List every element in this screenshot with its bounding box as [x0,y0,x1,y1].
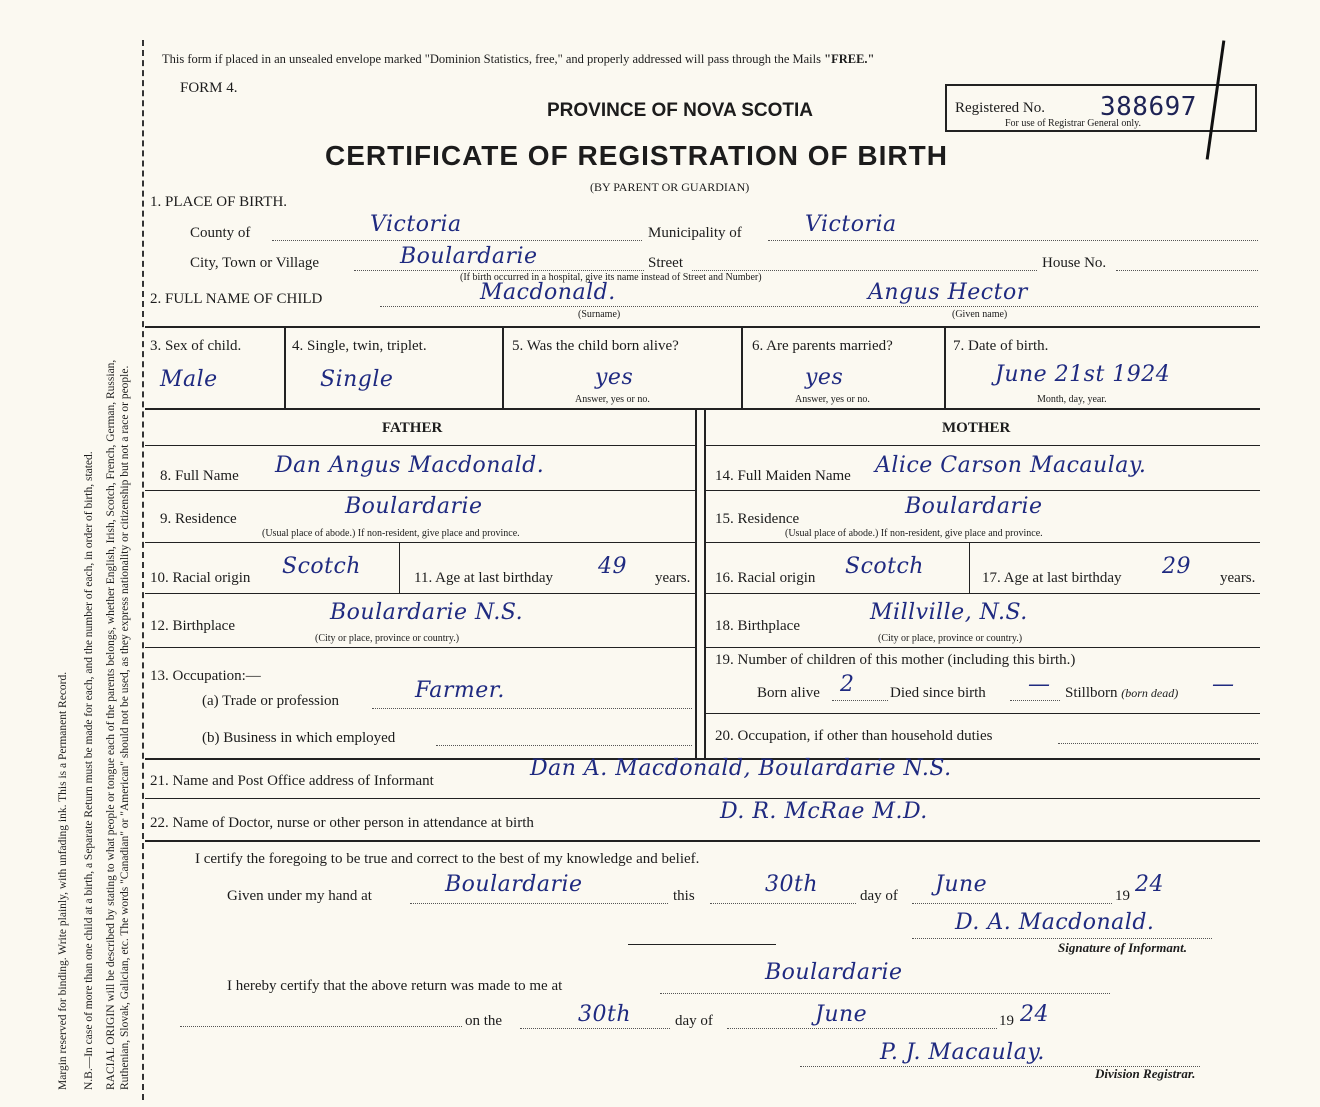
stillborn-value: — [1212,672,1235,697]
child-given-name: Angus Hector [868,280,1028,305]
year-prefix: 19 [1115,888,1130,904]
certify-statement: I certify the foregoing to be true and correct to the best of my knowledge and belief. [195,851,700,867]
sex-value: Male [160,367,218,392]
alive-note: Answer, yes or no. [575,394,650,405]
return-label: I hereby certify that the above return was made to me at [227,978,563,994]
trade-value: Farmer. [415,678,505,703]
stillborn-label: Stillborn (born dead) [1065,685,1179,701]
mother-res-note: (Usual place of abode.) If non-resident, give place and province. [785,528,1043,539]
mother-bp-label: 18. Birthplace [715,618,800,634]
on-the-label: on the [465,1013,503,1029]
father-age: 49 [598,554,627,579]
city-label: City, Town or Village [190,255,320,271]
mail-note: This form if placed in an unsealed envelope marked "Dominion Statistics, free," and properly addressed will pass through the Mails "FREE." [162,52,875,66]
father-birthplace: Boulardarie N.S. [330,600,524,625]
day-of-label: day of [860,888,898,904]
informant-value: Dan A. Macdonald, Boulardarie N.S. [530,756,952,781]
margin-note-4: Ruthenian, Slovak, Galician, etc. The words "Canadian" or "American" should not be used, as they express nationality or citizenship but not a race or people. [119,365,131,1090]
father-name-label: 8. Full Name [160,468,239,484]
year-value: 24 [1135,872,1164,897]
mother-occ-label: 20. Occupation, if other than household duties [715,728,993,744]
father-residence: Boulardarie [345,494,483,519]
mother-bp-note: (City or place, province or country.) [878,633,1023,644]
mother-name: Alice Carson Macaulay. [875,453,1147,478]
children-label: 19. Number of children of this mother (including this birth.) [715,652,1076,668]
married-value: yes [805,365,844,390]
month-value: June [935,872,988,897]
registrar-label: Division Registrar. [1095,1066,1196,1081]
dob-label: 7. Date of birth. [953,338,1049,354]
hospital-note: (If birth occurred in a hospital, give its name instead of Street and Number) [460,272,762,283]
given-label: Given under my hand at [227,888,372,904]
binding-edge [142,40,146,1100]
margin-note-2: N.B.—In case of more than one child at a birth, a Separate Return must be made for each, and the number of each, in order of birth, stated. [83,451,95,1090]
father-res-note: (Usual place of abode.) If non-resident, give place and province. [262,528,520,539]
mother-res-label: 15. Residence [715,511,800,527]
alive-label: 5. Was the child born alive? [512,338,679,354]
trade-label: (a) Trade or profession [202,693,340,709]
father-bp-note: (City or place, province or country.) [315,633,460,644]
surname-note: (Surname) [578,309,621,320]
margin-note-1: Margin reserved for binding. Write plainly, with unfading ink. This is a Permanent Record. [57,671,69,1090]
return-year: 24 [1020,1002,1049,1027]
father-heading: FATHER [382,420,443,436]
doctor-value: D. R. McRae M.D. [720,799,928,824]
married-label: 6. Are parents married? [752,338,893,354]
day-value: 30th [765,872,819,897]
mother-race: Scotch [845,554,924,579]
father-race: Scotch [282,554,361,579]
father-race-label: 10. Racial origin [150,570,251,586]
return-place: Boulardarie [765,960,903,985]
born-alive-label: Born alive [757,685,820,701]
child-surname: Macdonald. [480,280,616,305]
plural-label: 4. Single, twin, triplet. [292,338,427,354]
father-age-unit: years. [655,570,691,586]
business-label: (b) Business in which employed [202,730,396,746]
return-year-prefix: 19 [999,1013,1014,1029]
form-number: FORM 4. [180,80,238,96]
municipality-value: Victoria [805,212,897,237]
mother-residence: Boulardarie [905,494,1043,519]
signature-label: Signature of Informant. [1058,940,1187,955]
this-label: this [673,888,695,904]
child-name-label: 2. FULL NAME OF CHILD [150,291,323,307]
certificate-title: CERTIFICATE OF REGISTRATION OF BIRTH [325,140,948,171]
mother-age-label: 17. Age at last birthday [982,570,1122,586]
dob-note: Month, day, year. [1037,394,1107,405]
margin-note-3: RACIAL ORIGIN will be described by stating to what people or tongue each of the parents belongs, whether English, Irish, Scotch, French, German, Russian, [105,359,117,1090]
informant-signature: D. A. Macdonald. [955,910,1155,935]
died-label: Died since birth [890,685,986,701]
mother-name-label: 14. Full Maiden Name [715,468,851,484]
registered-label: Registered No. [955,100,1045,116]
certificate-subtitle: (BY PARENT OR GUARDIAN) [590,180,750,194]
province-title: PROVINCE OF NOVA SCOTIA [547,100,814,121]
city-value: Boulardarie [400,244,538,269]
return-day-of-label: day of [675,1013,713,1029]
mother-heading: MOTHER [942,420,1011,436]
father-age-label: 11. Age at last birthday [414,570,553,586]
street-label: Street [648,255,683,271]
municipality-label: Municipality of [648,225,742,241]
died-value: — [1028,672,1051,697]
return-day: 30th [578,1002,632,1027]
return-month: June [815,1002,868,1027]
place-heading: 1. PLACE OF BIRTH. [150,194,288,210]
born-alive-value: 2 [840,672,855,697]
registered-number: 388697 [1100,92,1197,122]
dob-value: June 21st 1924 [995,362,1171,387]
doctor-label: 22. Name of Doctor, nurse or other person in attendance at birth [150,815,534,831]
registrar-signature: P. J. Macaulay. [880,1040,1045,1065]
mother-age: 29 [1162,554,1191,579]
plural-value: Single [320,367,394,392]
mother-birthplace: Millville, N.S. [870,600,1028,625]
father-res-label: 9. Residence [160,511,237,527]
father-bp-label: 12. Birthplace [150,618,235,634]
house-label: House No. [1042,255,1107,271]
given-note: (Given name) [952,309,1008,320]
county-label: County of [190,225,251,241]
married-note: Answer, yes or no. [795,394,870,405]
father-occ-label: 13. Occupation:— [150,668,261,684]
registrar-note: For use of Registrar General only. [1005,118,1141,129]
mother-race-label: 16. Racial origin [715,570,816,586]
given-place: Boulardarie [445,872,583,897]
informant-label: 21. Name and Post Office address of Informant [150,773,434,789]
mother-age-unit: years. [1220,570,1256,586]
alive-value: yes [595,365,634,390]
county-value: Victoria [370,212,462,237]
sex-label: 3. Sex of child. [150,338,242,354]
father-name: Dan Angus Macdonald. [275,453,545,478]
